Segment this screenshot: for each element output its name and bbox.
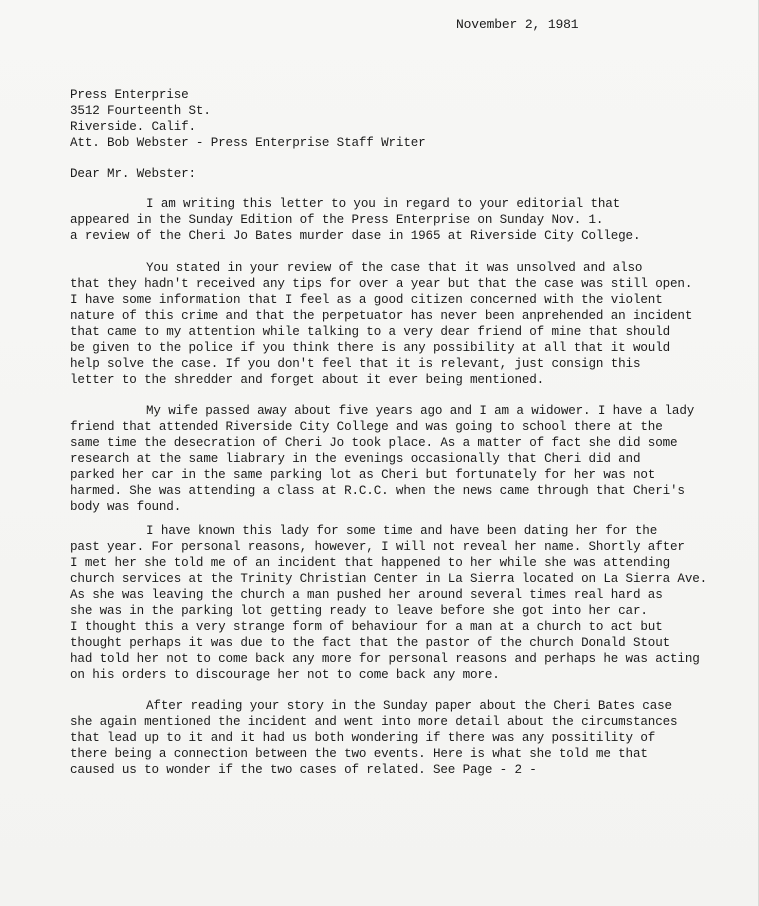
paragraph-line: My wife passed away about five years ago and I am a widower. I have a lady [146, 404, 695, 418]
paragraph-line: I am writing this letter to you in regard to your editorial that [146, 197, 621, 211]
paragraph-line: past year. For personal reasons, however, I will not reveal her name. Shortly after [70, 540, 685, 554]
address-line: Riverside. Calif. [70, 120, 196, 134]
paragraph-line: there being a connection between the two events. Here is what she told me that [70, 747, 648, 761]
paragraph-line: body was found. [70, 500, 182, 514]
paragraph-line: As she was leaving the church a man pushed her around several times real hard as [70, 588, 663, 602]
paragraph-line: be given to the police if you think there is any possibility at all that it would [70, 341, 671, 355]
paragraph-line: I have some information that I feel as a good citizen concerned with the violent [70, 293, 663, 307]
paragraph-line: appeared in the Sunday Edition of the Press Enterprise on Sunday Nov. 1. [70, 213, 604, 227]
address-line: Press Enterprise [70, 88, 189, 102]
paragraph-line: I met her she told me of an incident that happened to her while she was attending [70, 556, 671, 570]
paragraph-line: that came to my attention while talking to a very dear friend of mine that should [70, 325, 671, 339]
paragraph-line: a review of the Cheri Jo Bates murder dase in 1965 at Riverside City College. [70, 229, 641, 243]
paragraph-line: she again mentioned the incident and went into more detail about the circumstances [70, 715, 678, 729]
paragraph-line: she was in the parking lot getting ready to leave before she got into her car. [70, 604, 648, 618]
paragraph-line: church services at the Trinity Christian Center in La Sierra located on La Sierra Ave. [70, 572, 708, 586]
paragraph-line: that they hadn't received any tips for over a year but that the case was still open. [70, 277, 693, 291]
address-line: Att. Bob Webster - Press Enterprise Staff Writer [70, 136, 426, 150]
paragraph-line: parked her car in the same parking lot as Cheri but fortunately for her was not [70, 468, 656, 482]
paragraph-line: harmed. She was attending a class at R.C.C. when the news came through that Cheri's [70, 484, 685, 498]
letter-date: November 2, 1981 [456, 17, 579, 32]
paragraph-line: You stated in your review of the case that it was unsolved and also [146, 261, 643, 275]
paragraph-line: thought perhaps it was due to the fact that the pastor of the church Donald Stout [70, 636, 671, 650]
paragraph-line: friend that attended Riverside City College and was going to school there at the [70, 420, 663, 434]
paragraph-line: had told her not to come back any more for personal reasons and perhaps he was acting [70, 652, 700, 666]
paragraph-line: help solve the case. If you don't feel that it is relevant, just consign this [70, 357, 641, 371]
paragraph-line: caused us to wonder if the two cases of related. See Page - 2 - [70, 763, 537, 777]
paragraph-line: I thought this a very strange form of behaviour for a man at a church to act but [70, 620, 663, 634]
paragraph-line: research at the same liabrary in the evenings occasionally that Cheri did and [70, 452, 641, 466]
paragraph-line: same time the desecration of Cheri Jo took place. As a matter of fact she did some [70, 436, 678, 450]
paragraph-line: that lead up to it and it had us both wondering if there was any possitility of [70, 731, 656, 745]
paragraph-line: nature of this crime and that the perpetuator has never been anprehended an incident [70, 309, 693, 323]
paragraph-line: I have known this lady for some time and have been dating her for the [146, 524, 658, 538]
paragraph-line: letter to the shredder and forget about it ever being mentioned. [70, 373, 545, 387]
salutation: Dear Mr. Webster: [70, 167, 196, 181]
address-line: 3512 Fourteenth St. [70, 104, 211, 118]
paragraph-line: on his orders to discourage her not to come back any more. [70, 668, 500, 682]
paragraph-line: After reading your story in the Sunday paper about the Cheri Bates case [146, 699, 672, 713]
